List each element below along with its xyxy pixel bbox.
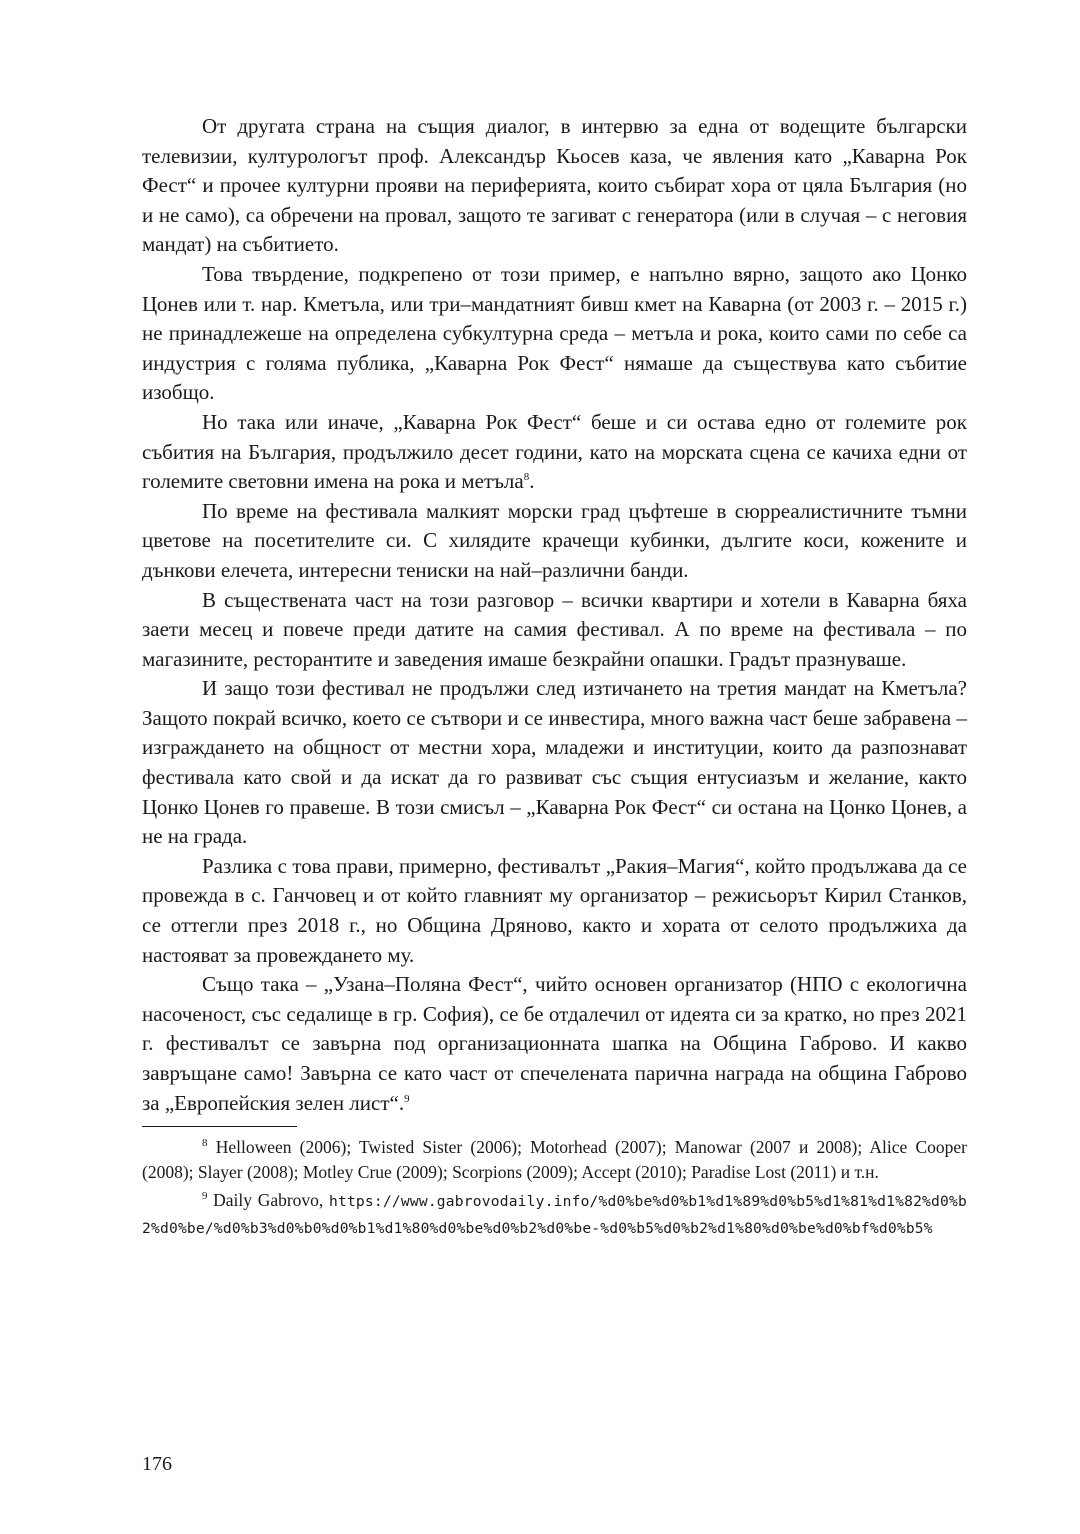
footnote-reference[interactable]: 9 [404,1092,410,1105]
paragraph-text: Разлика с това прави, примерно, фестивалът „Ракия–Магия“, който продължава да се провежда в с. Ганчовец и от който главният му организатор – режисьорът Кирил Станков, се оттегли през 2018 г., но Община Дряново, както и хората от селото продължиха да настояват за провеждането му. [142,853,967,967]
footnote-number: 8 [202,1137,208,1150]
footnote [142,1135,967,1184]
paragraph-text: Но така или иначе, „Каварна Рок Фест“ беше и си остава едно от големите рок събития на България, продължило десет години, като на морската сцена се качиха едни от големите световни имена на рока и метъла [142,409,967,494]
paragraph-text: В съществената част на този разговор – всички квартири и хотели в Каварна бяха заети месец и повече преди датите на самия фестивал. А по време на фестивала – по магазините, ресторантите и заведения имаше безкрайни опашки. Градът празнуваше. [142,587,967,671]
paragraph [142,497,967,586]
footnote-reference[interactable]: 8 [523,471,530,484]
paragraph [142,408,967,497]
footnotes [142,1135,967,1241]
footnote [142,1188,967,1241]
body-text [142,112,967,1118]
paragraph [142,586,967,675]
footnote-text: Helloween (2006); Twisted Sister (2006); Motorhead (2007); Manowar (2007 и 2008); Alice Cooper (2008); Slayer (2008); Motley Crue (2009); Scorpions (2009); Accept (2010); Paradise Lost (2011) и т.н. [142,1137,968,1182]
paragraph [142,970,967,1118]
page [142,112,967,1242]
paragraph [142,112,967,260]
paragraph [142,260,967,408]
paragraph-text: И защо този фестивал не продължи след изтичането на третия мандат на Кметъла? Защото покрай всичко, което се сътвори и се инвестира, много важна част беше забравена – изграждането на общност от местни хора, младежи и институции, които да разпознават фестивала като свой и да искат да го развиват със същия ентусиазъм и желание, както Цонко Цонев го правеше. В този смисъл – „Каварна Рок Фест“ си остана на Цонко Цонев, а не на града. [142,676,967,849]
footnote-separator [142,1126,297,1127]
paragraph [142,852,967,970]
footnote-link[interactable]: https://www.gabrovodaily.info/%d0%be%d0%b1%d1%89%d0%b5%d1%81%d1%82%d0%b2%d0%be/%d0%b3%d0%b0%d0%b1%d1%80%d0%be%d0%b2%d0%be-%d0%b5%d0%b2%d1%80%d0%be%d0%bf%d0%b5% [142,1193,967,1237]
paragraph-text: Това твърдение, подкрепено от този пример, е напълно вярно, защото ако Цонко Цонев или т. нар. Кметъла, или три–мандатният бивш кмет на Каварна (от 2003 г. – 2015 г.) не принадлежеше на определена субкултурна среда – метъла и рока, които сами по себе са индустрия с голяма публика, „Каварна Рок Фест“ нямаше да съществува като събитие изобщо. [142,261,967,405]
footnote-source: Daily Gabrovo, [213,1190,329,1211]
paragraph-tail: . [529,469,535,494]
paragraph-text: От другата страна на същия диалог, в интервю за една от водещите български телевизии, културологът проф. Александър Кьосев каза, че явления като „Каварна Рок Фест“ и прочее културни прояви на периферията, които събират хора от цяла България (но и не само), са обречени на провал, защото те загиват с генератора (или в случая – с неговия мандат) на събитието. [142,114,967,257]
paragraph [142,674,967,852]
paragraph-text: По време на фестивала малкият морски град цъфтеше в сюрреалистичните тъмни цветове на посетителите си. С хилядите крачещи кубинки, дългите коси, кожените и дънкови елечета, интересни тениски на най–различни банди. [142,498,967,582]
footnote-number: 9 [202,1190,208,1203]
page-number: 176 [142,1453,172,1475]
paragraph-text: Също така – „Узана–Поляна Фест“, чийто основен организатор (НПО с екологична насоченост, със седалище в гр. София), се бе отдалечил от идеята си за кратко, но през 2021 г. фестивалът се завърна под организационната шапка на Община Габрово. И какво завръщане само! Завърна се като част от спечелената парична награда на община Габрово за „Европейския зелен лист“. [142,972,967,1115]
